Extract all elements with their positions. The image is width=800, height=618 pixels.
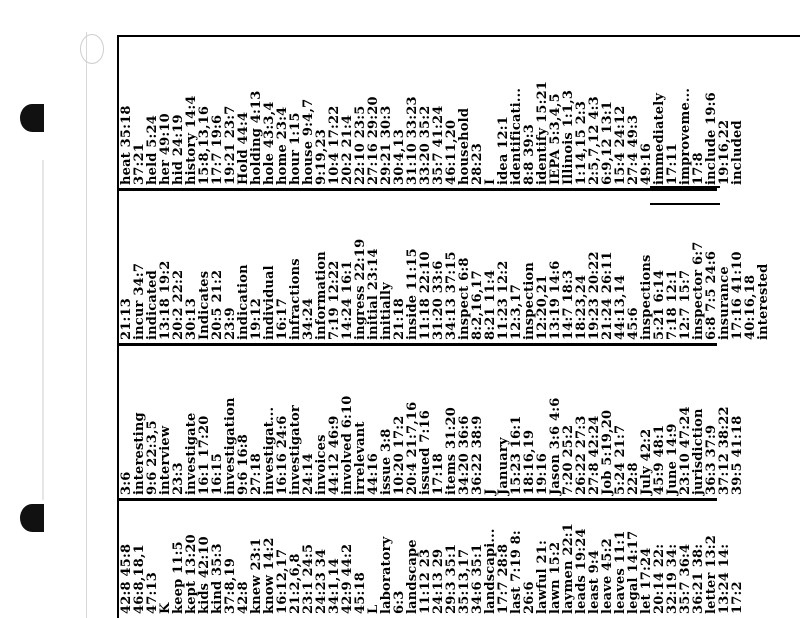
index-entry: 30:4,13 [392, 129, 407, 185]
index-entry: inspection [522, 261, 537, 340]
index-entry: 18:23,24 [574, 274, 589, 340]
column-divider [117, 188, 717, 191]
index-entry: 17:16 41:10 [730, 251, 745, 340]
index-entry: hid 24:19 [171, 114, 186, 185]
index-entry: 15:4 24:12 [613, 105, 628, 185]
index-entry: 22:8 [626, 462, 641, 495]
index-entry: initially [379, 282, 394, 340]
index-entry: 36:3 37:9 [704, 424, 719, 495]
index-entry: 29:3 35:1 [444, 543, 459, 614]
index-entry: 22:10 23:5 [353, 105, 368, 185]
index-entry: 44:13,14 [613, 274, 628, 340]
index-entry: 19:12 [249, 298, 264, 340]
index-entry: heat 35:18 [119, 105, 134, 185]
index-entry: inspections [639, 254, 654, 340]
index-entry: 42:8 [236, 581, 251, 614]
index-entry: June 14:9 [665, 423, 680, 495]
index-entry: kept 13:20 [184, 534, 199, 614]
index-entry: 3:6 [119, 471, 134, 495]
index-entry: letter 13:2 [704, 534, 719, 614]
index-entry: leave 45:2 [600, 538, 615, 614]
index-entry: 17:7 28:8 [496, 543, 511, 614]
index-entry: knew 23:1 [249, 537, 264, 614]
index-entry: interview [158, 425, 173, 495]
index-entry: 45:18 [353, 572, 368, 614]
index-entry: let 17:24 [639, 547, 654, 614]
index-entry: investigator [288, 405, 303, 495]
index-entry: 27:18 [249, 453, 264, 495]
index-entry: 34:6 35:1 [470, 543, 485, 614]
index-entry: individual [262, 265, 277, 340]
index-entry: 47:13 [145, 572, 160, 614]
index-entry: 20:14 22: [652, 543, 667, 614]
index-entry: 40:16,18 [743, 274, 758, 340]
index-entry: inside 11:15 [405, 248, 420, 340]
index-entry: January [496, 437, 511, 495]
index-entry: holding 4:13 [249, 90, 264, 185]
index-entry: 16:1 17:20 [197, 415, 212, 495]
index-entry: Indicates [197, 270, 212, 340]
index-entry: 26:22 27:3 [574, 415, 589, 495]
index-entry: laboratory [379, 536, 394, 614]
index-entry: 19:21 23:7 [223, 105, 238, 185]
index-entry: 32:19 34: [665, 543, 680, 614]
index-entry: issued 7:16 [418, 409, 433, 495]
index-entry: 11:23 12:2 [496, 260, 511, 340]
index-entry: 44:16 [366, 453, 381, 495]
index-entry: leaves 11:1 [613, 530, 628, 614]
index-entry: L [366, 604, 381, 614]
gutter-line [42, 160, 44, 500]
index-entry: 45:9 48:1 [652, 424, 667, 495]
index-entry: 5:24 21:7 [613, 424, 628, 495]
index-entry: J [483, 488, 498, 495]
index-entry: 12:3,17 [509, 284, 524, 340]
index-entry: 8:2,16,17 [470, 270, 485, 340]
index-entry: 39:5 41:18 [730, 415, 745, 495]
index-entry: insurance [717, 266, 732, 340]
index-column-1 [119, 40, 745, 185]
index-entry: 35:13,17 [457, 548, 472, 614]
index-entry: 6:8 7:5 24:6 [704, 250, 719, 340]
index-entry: 35:7 36:4 [678, 543, 693, 614]
index-entry: interested [756, 263, 771, 340]
index-entry: 33:20 35:2 [418, 105, 433, 185]
index-entry: K [158, 602, 173, 614]
index-entry: Illinois 1:1,3 [561, 89, 576, 185]
index-entry: 29:21 30:3 [379, 105, 394, 185]
index-entry: 11:12 23 [418, 548, 433, 614]
index-entry: 34:20 36:6 [457, 415, 472, 495]
index-entry: 26:6 [522, 581, 537, 614]
index-entry: interesting [132, 412, 147, 495]
index-entry: immediately [652, 92, 667, 185]
index-entry: 13:19 14:6 [548, 260, 563, 340]
index-entry: 14:24 16:1 [340, 260, 355, 340]
index-entry: Job 5:19,20 [600, 409, 615, 495]
index-entry: 9:6 16:8 [236, 434, 251, 495]
index-entry: 17:11 [665, 143, 680, 185]
index-entry: I [483, 178, 498, 185]
index-entry: items 31:20 [444, 407, 459, 495]
index-entry: 7:18 12:1 [665, 269, 680, 340]
page-edge [86, 32, 109, 618]
index-entry: 23:10 47:24 [678, 406, 693, 495]
column-divider [117, 343, 717, 346]
index-entry: 13:24 14: [717, 543, 732, 614]
binder-hole [20, 104, 44, 132]
index-entry: 18:16,19 [522, 429, 537, 495]
index-entry: indication [236, 264, 251, 340]
index-entry: 36:22 38:9 [470, 415, 485, 495]
index-entry: 9:19,23 [314, 129, 329, 185]
index-entry: information [314, 251, 329, 340]
index-entry: 27:8 42:24 [587, 415, 602, 495]
index-entry: last 7:19 8: [509, 530, 524, 614]
index-entry: 21:2,6,8 [288, 553, 303, 614]
index-entry: 45:6 [626, 307, 641, 340]
index-entry: hole 43:3,4 [262, 101, 277, 185]
index-entry: 7:20 25:2 [561, 424, 576, 495]
index-entry: landscapi... [483, 528, 498, 614]
index-entry: 9:6 22:3,5 [145, 420, 160, 495]
index-entry: 23:9 [223, 307, 238, 340]
index-entry: legal 14:17 [626, 530, 641, 614]
index-entry: 19:16,22 [717, 119, 732, 185]
index-entry: 34:24 [301, 298, 316, 340]
index-entry: 31:20 33:6 [431, 260, 446, 340]
index-entry: kids 42:10 [197, 536, 212, 614]
index-entry: 1:14,15 2:3 [574, 100, 589, 185]
index-entry: least 9:4 [587, 549, 602, 614]
index-entry: initial 23:14 [366, 248, 381, 340]
index-entry: 31:10 33:23 [405, 96, 420, 185]
index-entry: irrelevant [353, 421, 368, 495]
index-entry: investigate [184, 412, 199, 495]
index-entry: 34:1,14 [327, 558, 342, 614]
index-entry: Hold 44:4 [236, 111, 251, 185]
index-entry: 46:8,18,1 [132, 544, 147, 614]
index-entry: 37:12 38:22 [717, 406, 732, 495]
index-entry: infractions [288, 258, 303, 340]
index-entry: laymen 22:1 [561, 522, 576, 614]
index-entry: identificati... [509, 87, 524, 185]
index-entry: 20:5 21:2 [210, 269, 225, 340]
index-entry: investigat... [262, 406, 277, 495]
index-entry: 35:7 41:24 [431, 105, 446, 185]
index-entry: Jason 3:6 4:6 [548, 397, 563, 495]
index-entry: 21:13 [119, 298, 134, 340]
index-entry: keep 11:5 [171, 541, 186, 614]
index-entry: issue 3:8 [379, 428, 394, 495]
index-entry: leads 19:24 [574, 528, 589, 614]
column-divider [117, 498, 717, 501]
index-entry: incur 34:7 [132, 262, 147, 340]
index-entry: 15:23 16:1 [509, 415, 524, 495]
index-entry: 16:16 24:6 [275, 415, 290, 495]
index-entry: 17:2 [730, 581, 745, 614]
index-entry: 19:16 [535, 453, 550, 495]
index-entry: 8:21 11:4 [483, 269, 498, 340]
index-entry: idea 12:1 [496, 116, 511, 185]
index-entry: 16:17 [275, 298, 290, 340]
index-entry: know 14:2 [262, 537, 277, 614]
index-column-2 [119, 194, 771, 340]
index-entry: 10:4 17:22 [327, 105, 342, 185]
index-entry: inspect 6:8 [457, 257, 472, 340]
index-entry: investigation [223, 397, 238, 495]
index-entry: 28:23 [470, 143, 485, 185]
punch-hole-outline [80, 34, 104, 64]
index-entry: ingress 22:19 [353, 238, 368, 340]
index-entry: 24:13 29 [431, 548, 446, 614]
index-entry: 17:8 [691, 152, 706, 185]
index-entry: 17:7 19:6 [210, 114, 225, 185]
index-entry: indicated [145, 270, 160, 340]
index-entry: 24:23 34 [314, 548, 329, 614]
index-entry: 7:19 12:22 [327, 260, 342, 340]
index-entry: 21:24 26:11 [600, 251, 615, 340]
index-entry: 16:15 [210, 453, 225, 495]
index-entry: 2:5,7,12 4:3 [587, 96, 602, 185]
index-entry: 15:8,13,16 [197, 105, 212, 185]
index-entry: home 23:4 [275, 106, 290, 185]
index-entry: identify 15:21 [535, 80, 550, 185]
index-entry: 49:16 [639, 143, 654, 185]
index-entry: lawn 15:2 [548, 541, 563, 614]
index-entry: kind 35:3 [210, 543, 225, 614]
index-entry: included [730, 120, 745, 185]
index-entry: 17:18 [431, 453, 446, 495]
index-entry: include 19:6 [704, 92, 719, 185]
margin-mark [650, 186, 720, 188]
index-entry: 46:11,20 [444, 119, 459, 185]
index-entry: jurisdiction [691, 408, 706, 495]
index-entry: history 14:4 [184, 95, 199, 185]
index-entry: 23:3 [171, 462, 186, 495]
index-entry: 19:23 20:22 [587, 251, 602, 340]
index-entry: 6:3 [392, 590, 407, 614]
index-entry: lawful 21: [535, 540, 550, 614]
index-entry: 12:7 15:7 [678, 269, 693, 340]
index-entry: July 42:2 [639, 428, 654, 495]
index-entry: IEPA 5:3,4,5 [548, 93, 563, 185]
index-entry: 10:20 17:2 [392, 415, 407, 495]
binder-hole [20, 504, 44, 532]
index-entry: improveme... [678, 87, 693, 185]
index-entry: 34:13 37:15 [444, 251, 459, 340]
index-entry: 27:16 29:20 [366, 96, 381, 185]
index-entry: 37:8,19 [223, 558, 238, 614]
index-entry: invoices [314, 434, 329, 495]
index-entry: 5:21 6:14 [652, 269, 667, 340]
index-entry: held 5:24 [145, 114, 160, 185]
index-entry: 21:18 [392, 298, 407, 340]
index-entry: involved 6:10 [340, 395, 355, 495]
index-entry: 36:21 38: [691, 543, 706, 614]
index-entry: 27:4 49:3 [626, 114, 641, 185]
index-entry: inspector 6:7 [691, 241, 706, 340]
index-entry: household [457, 107, 472, 185]
index-entry: 8:8 39:3 [522, 124, 537, 185]
index-entry: 6:9,12 13:1 [600, 100, 615, 185]
index-entry: hour 1:15 [288, 112, 303, 185]
index-entry: 11:18 22:10 [418, 251, 433, 340]
index-entry: 42:9 44:2 [340, 543, 355, 614]
index-entry: 20:2 22:2 [171, 269, 186, 340]
index-entry: 37:21 [132, 143, 147, 185]
index-entry: 44:12 46:9 [327, 415, 342, 495]
index-entry: 20:4 21:7,16 [405, 401, 420, 495]
index-entry: house 9:4,7 [301, 98, 316, 185]
index-entry: her 49:10 [158, 113, 173, 185]
index-entry: 30:13 [184, 298, 199, 340]
index-entry: 14:7 18:3 [561, 269, 576, 340]
index-entry: 42:8 45:8 [119, 543, 134, 614]
index-entry: 20:2 21:4 [340, 114, 355, 185]
index-entry: 16:12,17 [275, 548, 290, 614]
index-entry: 12:20,21 [535, 274, 550, 340]
index-entry: 13:18 19:2 [158, 260, 173, 340]
index-entry: 23:1 24:5 [301, 543, 316, 614]
index-entry: landscape [405, 539, 420, 614]
index-column-3 [119, 349, 745, 495]
index-entry: 24:14 [301, 453, 316, 495]
index-column-4 [120, 504, 800, 614]
